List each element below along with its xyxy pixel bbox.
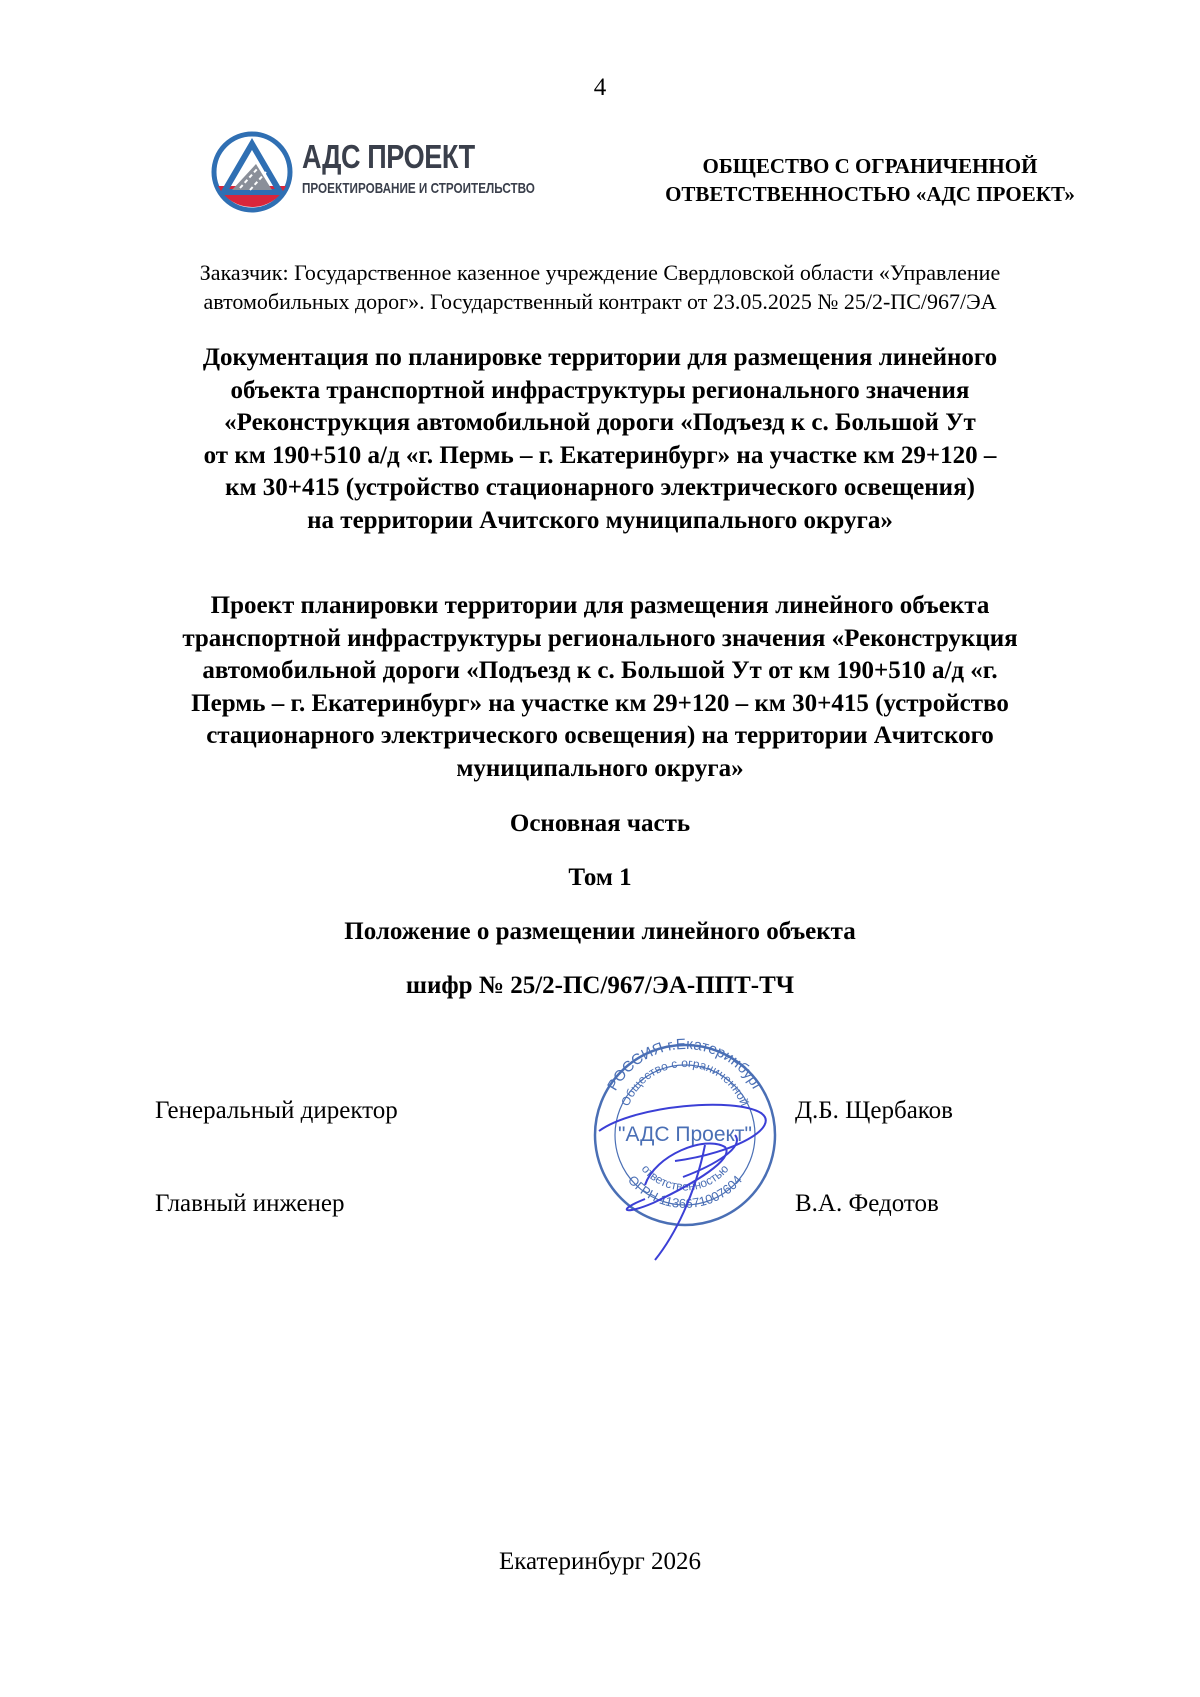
title-line: Пермь – г. Екатеринбург» на участке км 29+120 – км 30+415 (устройство — [191, 689, 1009, 717]
road-triangle-logo-icon — [210, 130, 294, 214]
signatory-role: Главный инженер — [155, 1190, 345, 1217]
city-year: Екатеринбург 2026 — [498, 1548, 702, 1575]
title-line: «Реконструкция автомобильной дороги «Подъезд к с. Большой Ут — [224, 409, 976, 436]
company-logo — [210, 130, 540, 216]
stamp-ogrn-text: ОГРН 1136671007604 — [625, 1172, 745, 1211]
stamp-outer-text: РОССИЯ г.Екатеринбург — [604, 1035, 766, 1094]
signatory-role: Генеральный директор — [155, 1097, 398, 1124]
company-name — [620, 152, 1120, 208]
signatory-name: Д.Б. Щербаков — [795, 1097, 953, 1124]
customer-line: Заказчик: Государственное казенное учреждение Свердловской области «Управление — [199, 260, 1001, 285]
title-line: стационарного электрического освещения) на территории Ачитского — [206, 722, 994, 749]
customer-line: автомобильных дорог». Государственный контракт от 23.05.2025 № 25/2-ПС/967/ЭА — [203, 289, 997, 314]
company-name-line: ОТВЕТСТВЕННОСТЬЮ «АДС ПРОЕКТ» — [665, 182, 1075, 206]
title-line: Документация по планировке территории для размещения линейного — [202, 344, 998, 371]
company-name-line: ОБЩЕСТВО С ОГРАНИЧЕННОЙ — [702, 154, 1038, 178]
title-line: Проект планировки территории для размещения линейного объекта — [210, 592, 990, 619]
company-stamp — [585, 1035, 785, 1265]
section-heading: Положение о размещении линейного объекта — [344, 918, 856, 945]
volume-heading: Том 1 — [568, 864, 632, 891]
title-line: объекта транспортной инфраструктуры регионального значения — [230, 376, 970, 404]
stamp-inner-text: Общество с ограниченной — [618, 1055, 752, 1109]
title-line: муниципального округа» — [456, 754, 744, 782]
title-line: на территории Ачитского муниципального округа» — [307, 506, 893, 534]
title-line: автомобильной дороги «Подъезд к с. Большой Ут от км 190+510 а/д «г. — [202, 657, 998, 684]
project-title — [80, 590, 1120, 785]
stamp-center-text: "АДС Проект" — [617, 1123, 753, 1146]
title-line: от км 190+510 а/д «г. Пермь – г. Екатеринбург» на участке км 29+120 – — [203, 441, 997, 469]
logo-name: АДС ПРОЕКТ — [302, 138, 475, 175]
stamp-lower-text: ответственностью — [638, 1161, 732, 1194]
document-cipher: шифр № 25/2-ПС/967/ЭА-ППТ-ТЧ — [405, 972, 795, 999]
documentation-title — [80, 342, 1120, 537]
customer-info — [120, 258, 1080, 316]
title-line: транспортной инфраструктуры регионального значения «Реконструкция — [182, 624, 1018, 652]
signatory-name: В.А. Федотов — [795, 1190, 939, 1217]
page-number: 4 — [593, 74, 607, 101]
title-line: км 30+415 (устройство стационарного электрического освещения) — [225, 474, 975, 501]
main-part-heading: Основная часть — [509, 810, 691, 837]
logo-tagline: ПРОЕКТИРОВАНИЕ И СТРОИТЕЛЬСТВО — [302, 180, 535, 197]
